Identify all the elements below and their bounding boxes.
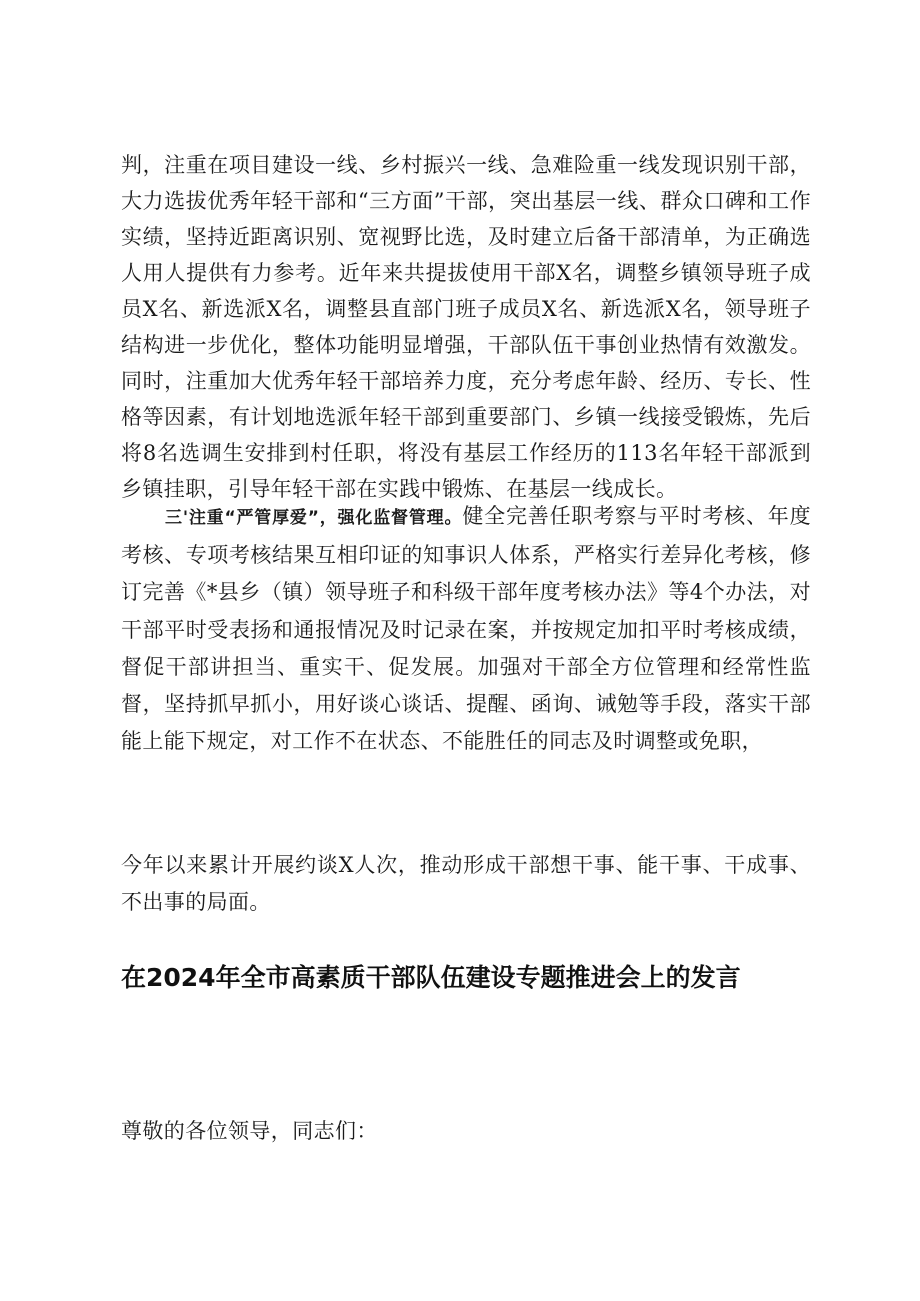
body-paragraph-cadre-selection: 判，注重在项目建设一线、乡村振兴一线、急难险重一线发现识别干部，大力选拔优秀年轻干部和“三方面”干部，突出基层一线、群众口碑和工作实绩，坚持近距离识别、宽视野比选，及时建立后备干部清单，为正确选人用人提供有力参考。近年来共提拔使用干部X名，调整乡镇领导班子成员X名、新选派X名，调整县直部门班子成员X名、新选派X名，领导班子结构进一步优化，整体功能明显增强，干部队伍干事创业热情有效激发。同时，注重加大优秀年轻干部培养力度，充分考虑年龄、经历、专长、性格等因素，有计划地选派年轻干部到重要部门、乡镇一线接受锻炼，先后将8名选调生安排到村任职，将没有基层工作经历的113名年轻干部派到乡镇挂职，引导年轻干部在实践中锻炼、在基层一线成长。 [121,153,811,501]
body-paragraph-supervision [121,498,811,760]
salutation: 尊敬的各位领导，同志们： [121,1119,378,1143]
section-3-lead-heading: 三'注重“严管厚爱”，强化监督管理。 [165,508,463,528]
section-3-body-text: 健全完善任职考察与平时考核、年度考核、专项考核结果互相印证的知事识人体系，严格实行差异化考核，修订完善《*县乡（镇）领导班子和科级干部年度考核办法》等4个办法，对干部平时受表扬和通报情况及时记录在案，并按规定加扣平时考核成绩，督促干部讲担当、重实干、促发展。加强对干部全方位管理和经常性监督，坚持抓早抓小，用好谈心谈话、提醒、函询、诫勉等手段，落实干部能上能下规定，对工作不在状态、不能胜任的同志及时调整或免职， [121,504,812,754]
speech-title: 在2024年全市高素质干部队伍建设专题推进会上的发言 [121,963,741,992]
body-paragraph-interviews: 今年以来累计开展约谈X人次，推动形成干部想干事、能干事、干成事、不出事的局面。 [121,853,811,915]
